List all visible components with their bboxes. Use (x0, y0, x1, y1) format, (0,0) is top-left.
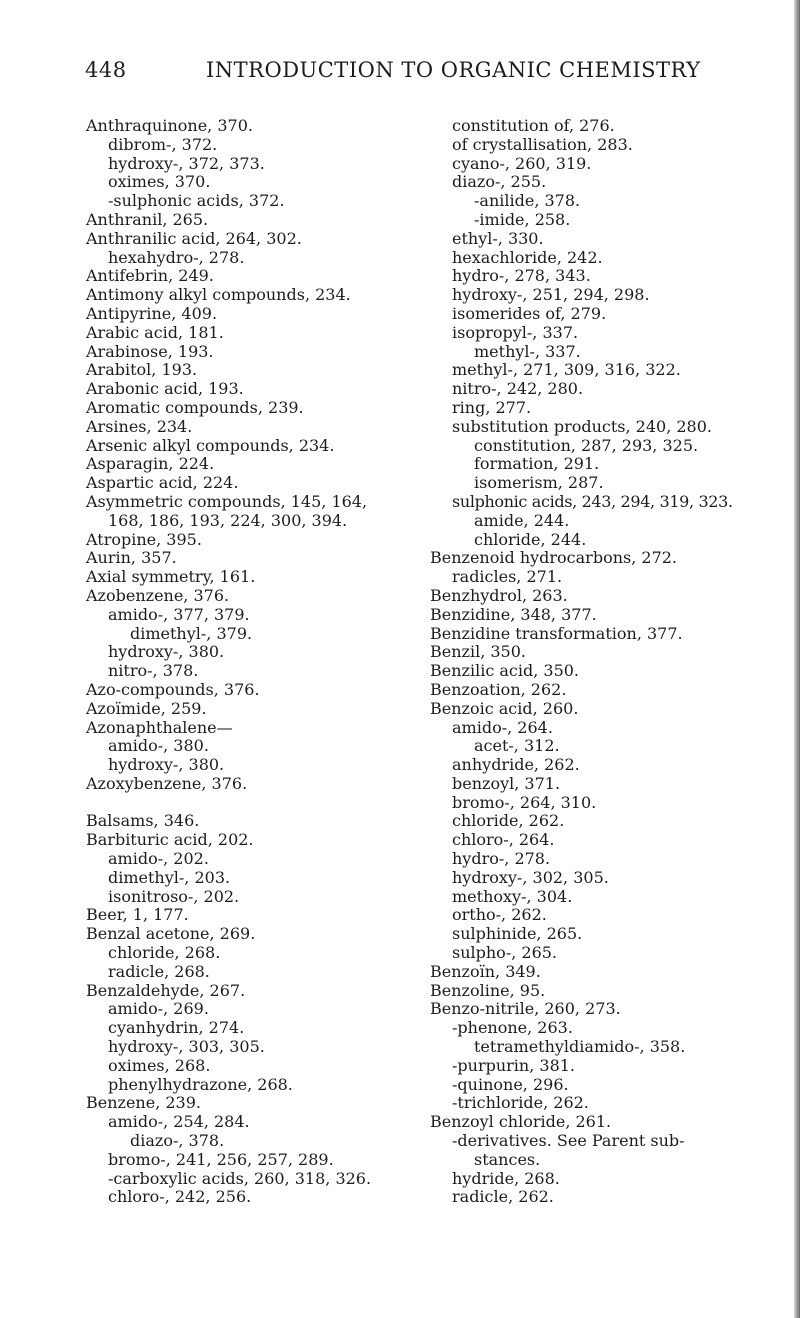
index-subentry: hexachloride, 242. (452, 247, 603, 267)
index-entry: Atropine, 395. (86, 529, 202, 549)
index-subentry: isomerides of, 279. (452, 303, 607, 323)
index-subentry: constitution, 287, 293, 325. (474, 435, 699, 455)
index-entry: Azonaphthalene— (86, 717, 233, 737)
index-entry: Benzoline, 95. (430, 980, 546, 1000)
index-entry: Azoxybenzene, 376. (86, 773, 248, 793)
index-subentry: -imide, 258. (474, 209, 571, 229)
index-subentry: ring, 277. (452, 397, 532, 417)
index-subentry: hydroxy-, 302, 305. (452, 867, 609, 887)
index-entry: Benzo-nitrile, 260, 273. (430, 999, 621, 1019)
index-entry: Arsenic alkyl compounds, 234. (86, 435, 335, 455)
index-subentry: diazo-, 255. (452, 172, 547, 192)
index-entry: Axial symmetry, 161. (86, 567, 256, 587)
index-subentry: bromo-, 241, 256, 257, 289. (108, 1149, 334, 1169)
index-subentry: nitro-, 378. (108, 661, 199, 681)
index-entry: Balsams, 346. (86, 811, 200, 831)
index-subentry: hydroxy-, 303, 305. (108, 1037, 265, 1057)
index-subentry: -purpurin, 381. (452, 1055, 576, 1075)
index-entry: Benzil, 350. (430, 642, 526, 662)
index-subentry: methoxy-, 304. (452, 886, 573, 906)
index-entry: Azoïmide, 259. (86, 698, 207, 718)
index-subentry: bromo-, 264, 310. (452, 792, 597, 812)
index-subentry: cyano-, 260, 319. (452, 153, 592, 173)
index-subentry: nitro-, 242, 280. (452, 379, 584, 399)
index-column-left (86, 117, 416, 1207)
index-subentry: cyanhydrin, 274. (108, 1018, 245, 1038)
index-subentry: amido-, 377, 379. (108, 604, 250, 624)
index-subentry: amido-, 254, 284. (108, 1112, 250, 1132)
index-entry: Benzenoid hydrocarbons, 272. (430, 548, 678, 568)
index-entry: Arabinose, 193. (86, 341, 214, 361)
index-subentry: hexahydro-, 278. (108, 247, 245, 267)
index-subentry: -sulphonic acids, 372. (108, 191, 285, 211)
index-subentry: -derivatives. See Parent sub- (452, 1131, 685, 1151)
index-entry: Arabonic acid, 193. (86, 379, 244, 399)
index-entry: Benzoation, 262. (430, 679, 567, 699)
index-entry: Arabic acid, 181. (86, 322, 224, 342)
index-subentry: amide, 244. (474, 510, 570, 530)
index-subentry: radicle, 268. (108, 961, 210, 981)
index-subentry: dimethyl-, 203. (108, 867, 231, 887)
index-entry: Benzilic acid, 350. (430, 661, 580, 681)
index-subentry: methyl-, 271, 309, 316, 322. (452, 360, 681, 380)
index-subentry: radicle, 262. (452, 1187, 554, 1207)
index-entry: Arsines, 234. (86, 416, 193, 436)
index-entry: Aurin, 357. (86, 548, 177, 568)
index-subentry: benzoyl, 371. (452, 773, 561, 793)
index-subentry: -quinone, 296. (452, 1074, 569, 1094)
index-subentry: diazo-, 378. (130, 1131, 225, 1151)
running-title: INTRODUCTION TO ORGANIC CHEMISTRY (206, 58, 701, 82)
index-entry: Azobenzene, 376. (86, 585, 230, 605)
index-subentry: ortho-, 262. (452, 905, 547, 925)
page-header (85, 58, 785, 88)
index-entry: Aromatic compounds, 239. (86, 397, 304, 417)
index-entry: Anthranil, 265. (86, 209, 209, 229)
index-subentry: oximes, 370. (108, 172, 211, 192)
index-entry: Benzoic acid, 260. (430, 698, 579, 718)
index-subentry: -anilide, 378. (474, 191, 581, 211)
index-entry: Anthranilic acid, 264, 302. (86, 228, 302, 248)
index-subentry: hydro-, 278. (452, 849, 551, 869)
index-entry: Antimony alkyl compounds, 234. (86, 285, 351, 305)
index-entry: Asparagin, 224. (86, 454, 215, 474)
index-subentry: sulphonic acids, 243, 294, 319, 323. (452, 491, 733, 511)
index-subentry: phenylhydrazone, 268. (108, 1074, 293, 1094)
index-subentry: amido-, 269. (108, 999, 209, 1019)
index-subentry: chloro-, 264. (452, 830, 555, 850)
index-subentry: sulpho-, 265. (452, 943, 558, 963)
index-subentry: 168, 186, 193, 224, 300, 394. (108, 510, 348, 530)
page-number: 448 (85, 58, 127, 82)
index-entry: Benzidine transformation, 377. (430, 623, 683, 643)
index-entry: Benzoïn, 349. (430, 961, 541, 981)
index-entry: Benzal acetone, 269. (86, 924, 256, 944)
index-entry: Benzhydrol, 263. (430, 585, 568, 605)
index-entry: Benzoyl chloride, 261. (430, 1112, 612, 1132)
page-edge-shadow (794, 0, 800, 1318)
index-subentry: stances. (474, 1149, 541, 1169)
index-subentry: hydro-, 278, 343. (452, 266, 591, 286)
index-subentry: amido-, 380. (108, 736, 209, 756)
index-subentry: hydroxy-, 380. (108, 755, 225, 775)
index-entry: Benzaldehyde, 267. (86, 980, 246, 1000)
index-subentry: chloro-, 242, 256. (108, 1187, 252, 1207)
index-subentry: substitution products, 240, 280. (452, 416, 712, 436)
index-entry: Benzidine, 348, 377. (430, 604, 597, 624)
index-subentry: acet-, 312. (474, 736, 560, 756)
index-subentry: dibrom-, 372. (108, 134, 218, 154)
section-gap (86, 794, 416, 813)
index-entry: Asymmetric compounds, 145, 164, (86, 491, 368, 511)
index-entry: Barbituric acid, 202. (86, 830, 254, 850)
index-entry: Azo-compounds, 376. (86, 679, 260, 699)
index-entry: Arabitol, 193. (86, 360, 198, 380)
index-entry: Antifebrin, 249. (86, 266, 214, 286)
index-subentry: amido-, 202. (108, 849, 209, 869)
index-column-right (430, 117, 780, 1207)
index-subentry: isopropyl-, 337. (452, 322, 579, 342)
index-subentry: tetramethyldiamido-, 358. (474, 1037, 686, 1057)
index-entry: Antipyrine, 409. (86, 303, 218, 323)
index-subentry: -phenone, 263. (452, 1018, 573, 1038)
index-subentry: hydroxy-, 251, 294, 298. (452, 285, 650, 305)
index-entry: Anthraquinone, 370. (86, 116, 253, 135)
index-subentry: dimethyl-, 379. (130, 623, 253, 643)
index-subentry: ethyl-, 330. (452, 228, 544, 248)
index-subentry: sulphinide, 265. (452, 924, 583, 944)
index-subentry: methyl-, 337. (474, 341, 581, 361)
index-subentry: hydroxy-, 372, 373. (108, 153, 265, 173)
index-subentry: radicles, 271. (452, 567, 563, 587)
index-subentry: chloride, 244. (474, 529, 587, 549)
index-subentry: hydride, 268. (452, 1168, 560, 1188)
index-subentry: chloride, 262. (452, 811, 565, 831)
index-subentry: -carboxylic acids, 260, 318, 326. (108, 1168, 372, 1188)
index-entry: Aspartic acid, 224. (86, 473, 239, 493)
index-subentry: oximes, 268. (108, 1055, 211, 1075)
index-subentry: -trichloride, 262. (452, 1093, 589, 1113)
index-entry: Benzene, 239. (86, 1093, 201, 1113)
index-subentry: constitution of, 276. (452, 116, 615, 135)
index-subentry: hydroxy-, 380. (108, 642, 225, 662)
index-subentry: isomerism, 287. (474, 473, 604, 493)
index-subentry: amido-, 264. (452, 717, 553, 737)
index-subentry: anhydride, 262. (452, 755, 580, 775)
index-subentry: formation, 291. (474, 454, 600, 474)
index-subentry: chloride, 268. (108, 943, 221, 963)
index-entry: Beer, 1, 177. (86, 905, 189, 925)
index-subentry: of crystallisation, 283. (452, 134, 633, 154)
index-subentry: isonitroso-, 202. (108, 886, 240, 906)
